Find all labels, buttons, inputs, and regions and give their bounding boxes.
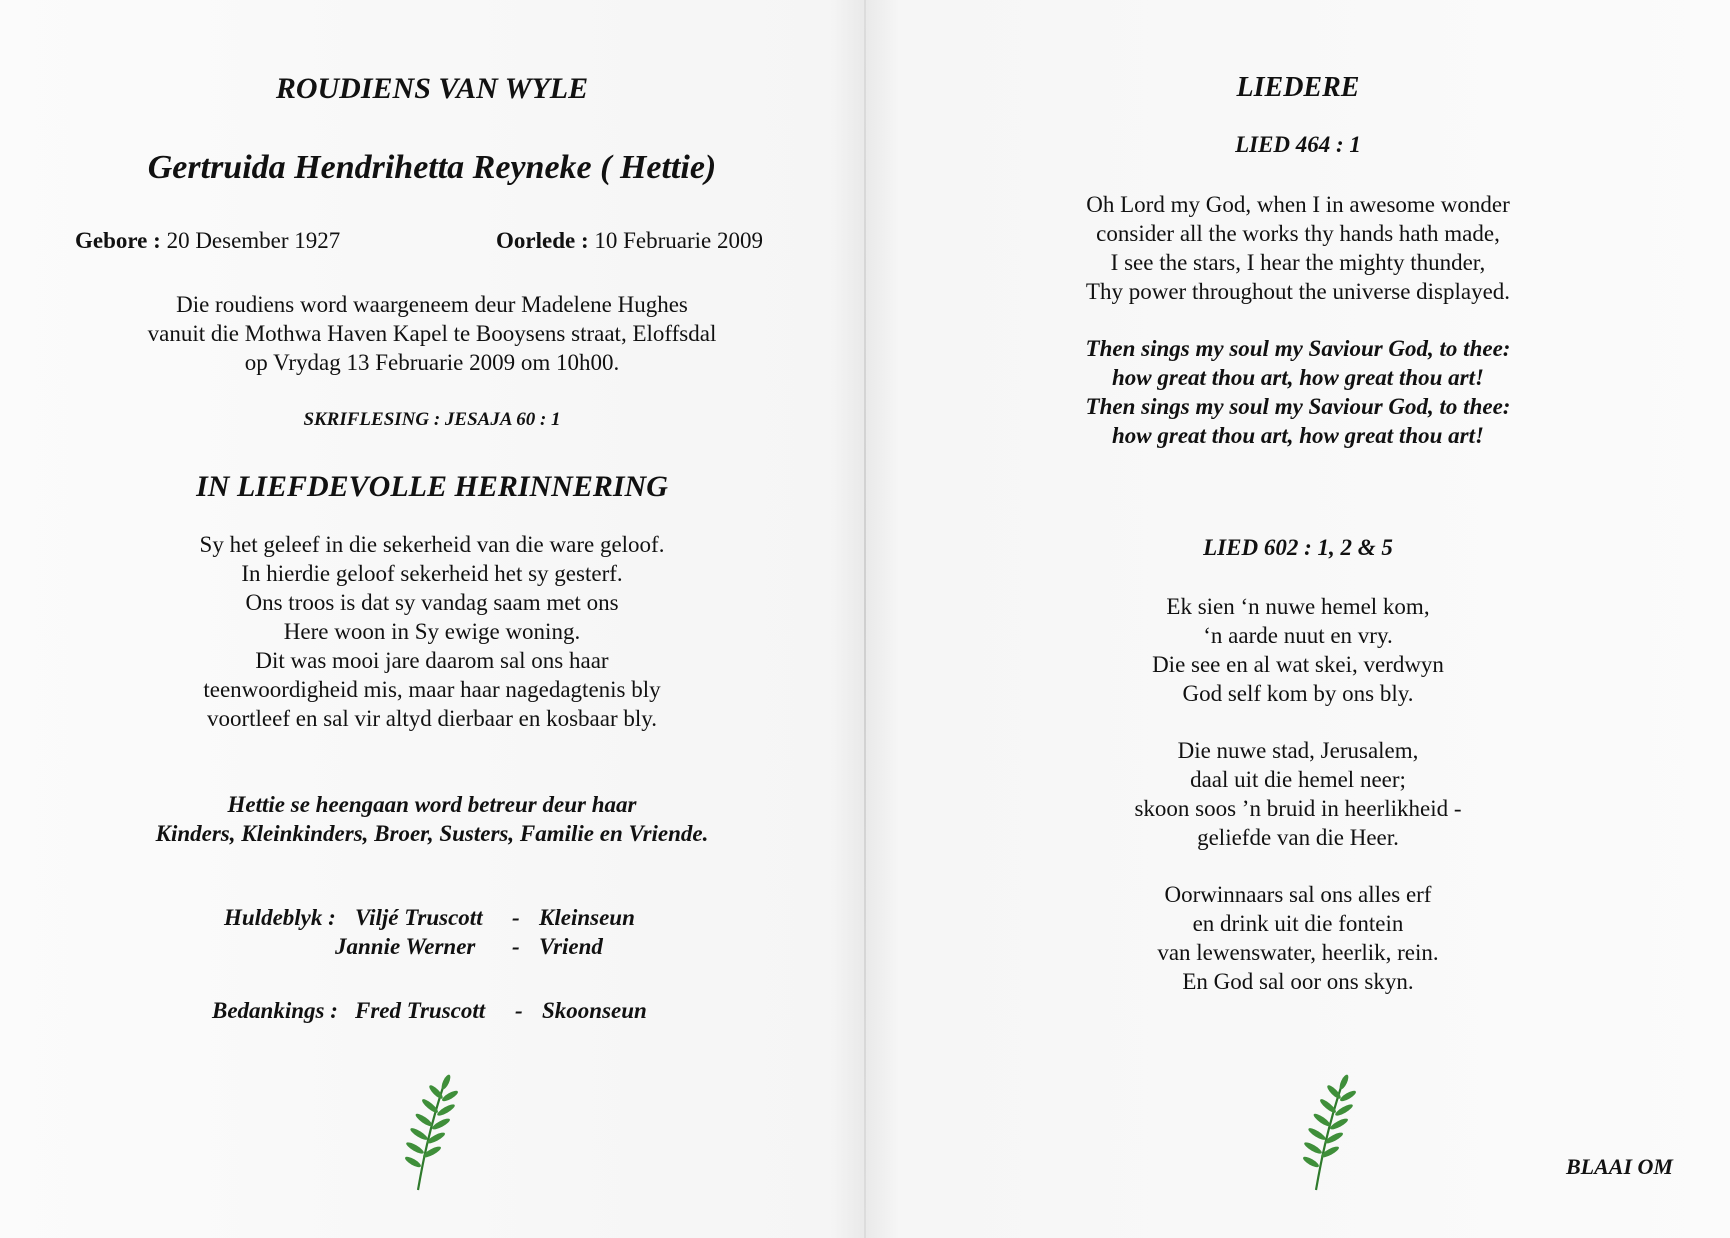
thanks-label: Bedankings :: [212, 998, 338, 1023]
thanks-name: Fred Truscott: [355, 998, 486, 1023]
memorial-line: voortleef en sal vir altyd dierbaar en kosbaar bly.: [206, 706, 658, 731]
turn-over-label: BLAAI OM: [1566, 1154, 1673, 1179]
tribute-1-relation: Kleinseun: [539, 905, 635, 930]
died-info: [496, 228, 763, 254]
memory-title: IN LIEFDEVOLLE HERINNERING: [196, 470, 668, 503]
died-date: 10 Februarie 2009: [594, 228, 763, 253]
memorial-line: Sy het geleef in die sekerheid van die ware geloof.: [199, 532, 665, 557]
hymn-1-chorus: [866, 334, 1730, 450]
memorial-line: teenwoordigheid mis, maar haar nagedagtenis bly: [203, 677, 661, 702]
hymn-2-verse-2: [866, 736, 1730, 852]
verse-line: geliefde van die Heer.: [1197, 825, 1399, 850]
verse-line: En God sal oor ons skyn.: [1182, 969, 1414, 994]
tribute-1-name: Viljé Truscott: [355, 905, 483, 930]
verse-line: Oh Lord my God, when I in awesome wonder: [1086, 192, 1510, 217]
tribute-2-dash: -: [512, 934, 520, 959]
chorus-line: Then sings my soul my Saviour God, to thee:: [1085, 336, 1511, 361]
tribute-1-dash: -: [512, 905, 520, 930]
chorus-line: how great thou art, how great thou art!: [1112, 423, 1484, 448]
tribute-label: Huldeblyk :: [224, 905, 336, 930]
tribute-2-name: Jannie Werner: [335, 934, 476, 959]
verse-line: Thy power throughout the universe displayed.: [1085, 279, 1511, 304]
service-line: op Vrydag 13 Februarie 2009 om 10h00.: [244, 350, 620, 375]
service-title: ROUDIENS VAN WYLE: [275, 72, 589, 105]
verse-line: Die nuwe stad, Jerusalem,: [1177, 738, 1419, 763]
verse-line: en drink uit die fontein: [1192, 911, 1404, 936]
verse-line: Oorwinnaars sal ons alles erf: [1164, 882, 1432, 907]
hymns-title: LIEDERE: [1236, 72, 1360, 103]
memorial-line: Here woon in Sy ewige woning.: [283, 619, 581, 644]
service-details: [0, 290, 864, 377]
verse-line: skoon soos ’n bruid in heerlikheid -: [1134, 796, 1462, 821]
mourned-line: Kinders, Kleinkinders, Broer, Susters, Familie en Vriende.: [155, 821, 709, 846]
verse-line: God self kom by ons bly.: [1182, 681, 1414, 706]
hymn-2-verse-3: [866, 880, 1730, 996]
died-label: Oorlede :: [496, 228, 589, 253]
verse-line: ‘n aarde nuut en vry.: [1203, 623, 1393, 648]
hymn-2-title: LIED 602 : 1, 2 & 5: [1203, 535, 1393, 560]
hymn-1-verse: [866, 190, 1730, 306]
born-date: 20 Desember 1927: [166, 228, 341, 253]
memorial-line: In hierdie geloof sekerheid het sy gesterf.: [241, 561, 623, 586]
verse-line: I see the stars, I hear the mighty thunder,: [1110, 250, 1486, 275]
chorus-line: how great thou art, how great thou art!: [1112, 365, 1484, 390]
olive-sprig-icon: [1286, 1072, 1358, 1192]
verse-line: consider all the works thy hands hath made,: [1096, 221, 1500, 246]
thanks-dash: -: [515, 998, 523, 1023]
thanks-relation: Skoonseun: [542, 998, 647, 1023]
tribute-2-relation: Vriend: [539, 934, 603, 959]
hymn-2-verse-1: [866, 592, 1730, 708]
mourned-line: Hettie se heengaan word betreur deur haar: [227, 792, 637, 817]
right-page: [866, 0, 1730, 1238]
service-line: vanuit die Mothwa Haven Kapel te Booysens straat, Eloffsdal: [147, 321, 717, 346]
hymn-1-title: LIED 464 : 1: [1235, 132, 1361, 157]
memorial-text: [0, 530, 864, 733]
verse-line: Die see en al wat skei, verdwyn: [1152, 652, 1444, 677]
deceased-name: Gertruida Hendrihetta Reyneke ( Hettie): [147, 149, 717, 186]
verse-line: daal uit die hemel neer;: [1190, 767, 1406, 792]
verse-line: van lewenswater, heerlik, rein.: [1157, 940, 1439, 965]
memorial-line: Dit was mooi jare daarom sal ons haar: [255, 648, 609, 673]
olive-sprig-icon: [388, 1072, 460, 1192]
verse-line: Ek sien ‘n nuwe hemel kom,: [1166, 594, 1430, 619]
service-line: Die roudiens word waargeneem deur Madelene Hughes: [176, 292, 688, 317]
left-page: [0, 0, 864, 1238]
born-info: [75, 228, 340, 254]
born-label: Gebore :: [75, 228, 161, 253]
chorus-line: Then sings my soul my Saviour God, to thee:: [1085, 394, 1511, 419]
mourned-by: [0, 790, 864, 848]
memorial-line: Ons troos is dat sy vandag saam met ons: [245, 590, 619, 615]
scripture-reading: SKRIFLESING : JESAJA 60 : 1: [303, 409, 561, 430]
